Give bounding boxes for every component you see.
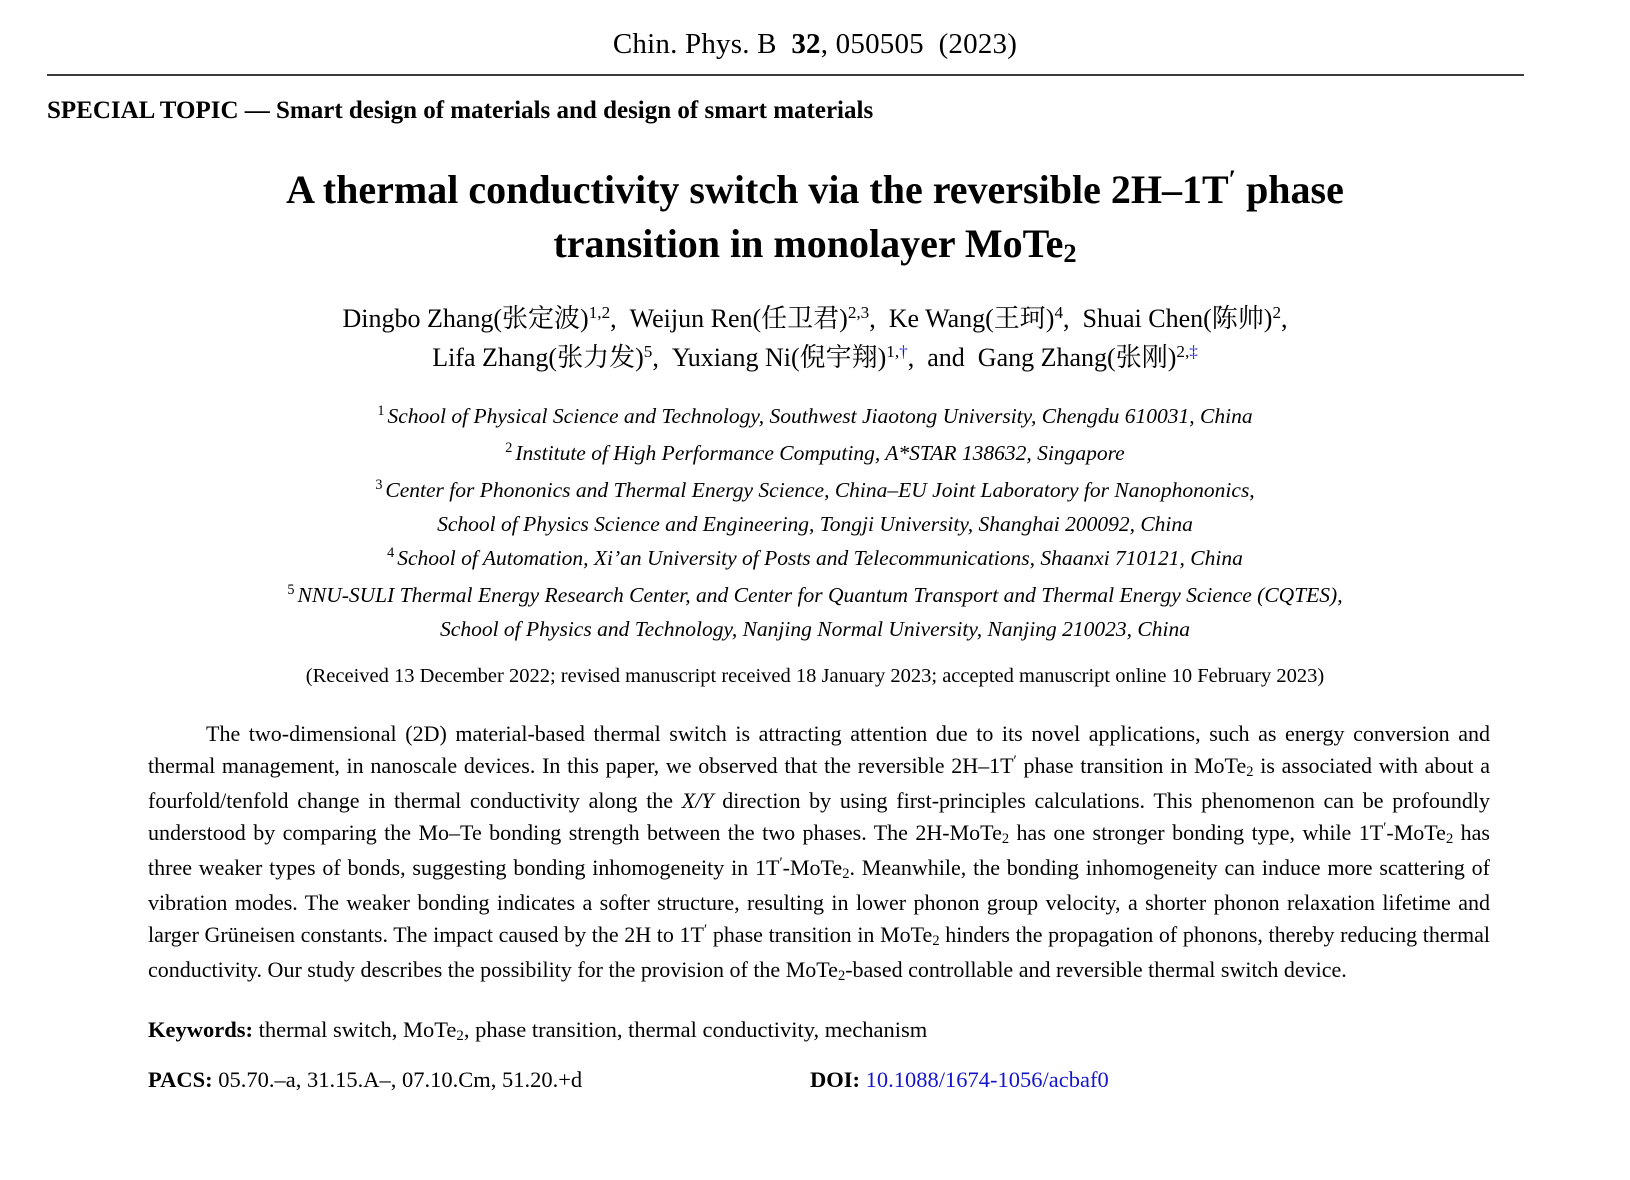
doi-label: DOI: bbox=[810, 1067, 860, 1092]
abstract-text: The two-dimensional (2D) material-based thermal switch is attracting attention due to its novel applications, such as energy conversion and thermal management, in nanoscale devices. In this paper, we observed that the reversible 2H–1T′ phase transition in MoTe2 is associated with about a fourfold/tenfold change in thermal conductivity along the X/Y direction by using first-principles calculations. This phenomenon can be profoundly understood by comparing the Mo–Te bonding strength between the two phases. The 2H-MoTe2 has one stronger bonding type, while 1T′-MoTe2 has three weaker types of bonds, suggesting bonding inhomogeneity in 1T′-MoTe2. Meanwhile, the bonding inhomogeneity can induce more scattering of vibration modes. The weaker bonding indicates a softer structure, resulting in lower phonon group velocity, a shorter phonon relaxation lifetime and larger Grüneisen constants. The impact caused by the 2H to 1T′ phase transition in MoTe2 hinders the propagation of phonons, thereby reducing thermal conductivity. Our study describes the possibility for the provision of the MoTe2-based controllable and reversible thermal switch device. bbox=[148, 721, 1491, 984]
header-divider bbox=[47, 74, 1524, 76]
pacs-entry bbox=[148, 1067, 810, 1093]
pacs-label: PACS: bbox=[148, 1067, 213, 1092]
affiliation-number: 1 bbox=[377, 403, 385, 420]
affiliation: $^4$ School of Automation, Xi’an University of Posts and Telecommunications, Shaanxi 710121, China bbox=[387, 545, 1243, 570]
affiliation: $^1$ School of Physical Science and Technology, Southwest Jiaotong University, Chengdu 610031, China bbox=[377, 403, 1253, 428]
paper-title-line-2: transition in monolayer MoTe2 bbox=[553, 221, 1077, 269]
pacs-doi-row bbox=[148, 1067, 1490, 1093]
affiliation-number: 4 bbox=[387, 545, 395, 562]
keywords-label: Keywords: bbox=[148, 1017, 253, 1042]
doi-entry bbox=[810, 1067, 1109, 1093]
keywords-text: thermal switch, MoTe2, phase transition, thermal conductivity, mechanism bbox=[258, 1017, 928, 1044]
journal-reference: Chin. Phys. B 32, 050505 (2023) bbox=[612, 28, 1018, 60]
affiliations bbox=[60, 401, 1570, 645]
special-topic-banner: SPECIAL TOPIC — Smart design of materials and design of smart materials bbox=[47, 97, 874, 124]
author-line-2: Lifa Zhang(张力发)$^5$, Yuxiang Ni(倪宇翔)$^{1,\dagger}$, and Gang Zhang(张刚)$^{2,\ddagger}$ bbox=[432, 341, 1198, 372]
paper-title-line-1: A thermal conductivity switch via the reversible 2H–1T′ phase bbox=[286, 164, 1344, 212]
affiliation-number: 3 bbox=[375, 477, 383, 494]
affiliation-number: 5 bbox=[287, 582, 295, 599]
author-list bbox=[60, 301, 1570, 379]
author-line-1: Dingbo Zhang(张定波)$^{1,2}$, Weijun Ren(任卫君)$^{2,3}$, Ke Wang(王珂)$^4$, Shuai Chen(陈帅)$^2$, bbox=[342, 302, 1288, 333]
affiliation: $^3$ Center for Phononics and Thermal Energy Science, China–EU Joint Laboratory for Nanophononics, School of Physics Science and Engineering, Tongji University, Shanghai 200092, China bbox=[375, 477, 1255, 536]
doi-link[interactable]: 10.1088/1674-1056/acbaf0 bbox=[865, 1067, 1109, 1092]
affiliation: $^5$ NNU-SULI Thermal Energy Research Center, and Center for Quantum Transport and Thermal Energy Science (CQTES), School of Physics and Technology, Nanjing Normal University, Nanjing 210023, China bbox=[287, 582, 1343, 641]
pacs-codes: 05.70.–a, 31.15.A–, 07.10.Cm, 51.20.+d bbox=[218, 1067, 583, 1092]
paper-title bbox=[60, 165, 1570, 273]
affiliation-number: 2 bbox=[505, 440, 513, 457]
keywords-row bbox=[148, 1017, 1490, 1043]
affiliation: $^2$ Institute of High Performance Computing, A*STAR 138632, Singapore bbox=[505, 440, 1125, 465]
received-dates: (Received 13 December 2022; revised manuscript received 18 January 2023; accepted manuscript online 10 February 2023) bbox=[305, 665, 1325, 687]
journal-header bbox=[0, 0, 1630, 76]
